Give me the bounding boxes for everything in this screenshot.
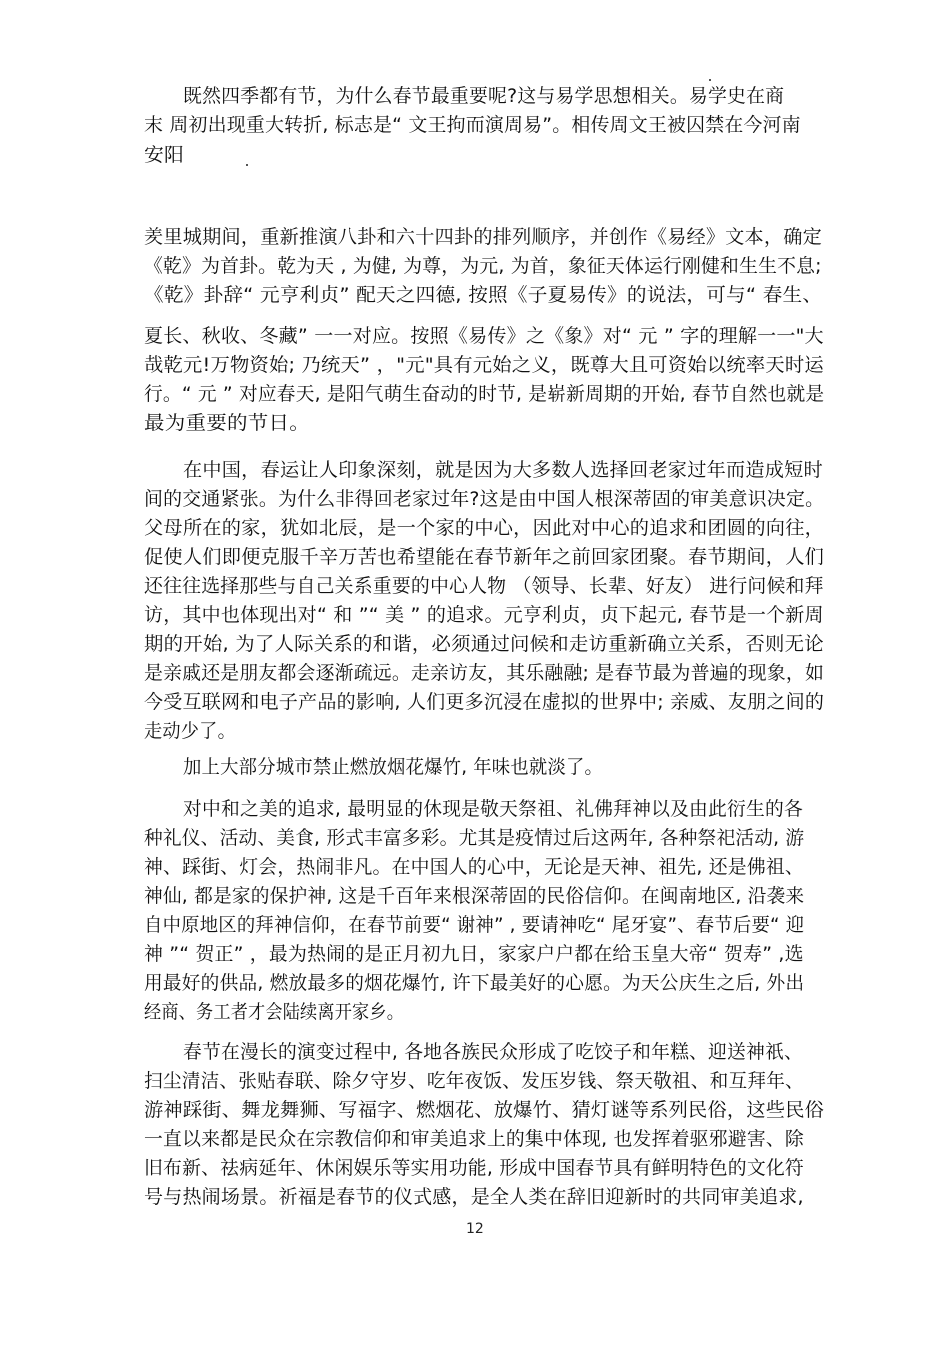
text-line: 还往往选择那些与自己关系重要的中心人物 （领导、长辈、好友） 进行问候和拜 <box>144 575 824 597</box>
text-line: 促使人们即便克服千辛万苦也希望能在春节新年之前回家团聚。春节期间，人们 <box>144 546 825 568</box>
text-line: 《乾》卦辞“ 元亨利贞” 配天之四德, 按照《子夏易传》的说法，可与“ 春生、 <box>144 284 823 306</box>
text-line: 羑里城期间，重新推演八卦和六十四卦的排列顺序，并创作《易经》文本，确定 <box>144 226 823 248</box>
text-line: 访，其中也体现出对“ 和 ”“ 美 ” 的追求。元亨利贞，贞下起元, 春节是一个新周 <box>144 604 824 626</box>
text-line: 神、踩街、灯会，热闹非凡。在中国人的心中，无论是天神、祖先, 还是佛祖、 <box>144 856 804 878</box>
text-line: 一直以来都是民众在宗教信仰和审美追求上的集中体现, 也发挥着驱邪避害、除 <box>144 1128 804 1150</box>
text-line: 间的交通紧张。为什么非得回老家过年?这是由中国人根深蒂固的审美意识决定。 <box>144 488 825 510</box>
text-line: 末 周初出现重大转折, 标志是“ 文王拘而演周易”。相传周文王被囚禁在今河南 <box>144 114 801 136</box>
text-line: 对中和之美的追求, 最明显的休现是敬天祭祖、礼佛拜神以及由此衍生的各 <box>183 798 803 820</box>
text-line: 走动少了。 <box>144 720 236 742</box>
text-line: 在中国，春运让人印象深刻，就是因为大多数人选择回老家过年而造成短时 <box>183 459 823 481</box>
text-line: 用最好的供品, 燃放最多的烟花爆竹, 许下最美好的心愿。为天公庆生之后, 外出 <box>144 972 805 994</box>
text-line: 期的开始, 为了人际关系的和谐，必须通过问候和走访重新确立关系，否则无论 <box>144 633 824 655</box>
text-line: 哉乾元!万物资始; 乃统天” ，"元"具有元始之义，既尊大且可资始以统率天时运 <box>144 354 824 376</box>
text-line: 安阳 <box>144 144 184 166</box>
text-line: 行。“ 元 ” 对应春天, 是阳气萌生奋动的时节, 是崭新周期的开始, 春节自然也就是 <box>144 383 825 405</box>
text-line: 旧布新、祛病延年、休闲娱乐等实用功能, 形成中国春节具有鲜明特色的文化符 <box>144 1157 804 1179</box>
text-line: 父母所在的家，犹如北辰，是一个家的中心，因此对中心的追求和团圆的向往， <box>144 517 825 539</box>
page-number: 12 <box>466 1221 484 1237</box>
text-line: 加上大部分城市禁止燃放烟花爆竹, 年味也就淡了。 <box>183 756 604 778</box>
scan-speck <box>709 79 711 81</box>
text-line: 是亲戚还是朋友都会逐渐疏远。走亲访友，其乐融融; 是春节最为普遍的现象，如 <box>144 662 825 684</box>
text-line: 扫尘清洁、张贴春联、除夕守岁、吃年夜饭、发压岁钱、祭天敬祖、和互拜年、 <box>144 1070 804 1092</box>
text-line: 夏长、秋收、冬藏” 一一对应。按照《易传》之《象》对“ 元 ” 字的理解一一"大 <box>144 325 824 347</box>
text-line: 游神踩街、舞龙舞狮、写福字、燃烟花、放爆竹、猜灯谜等系列民俗，这些民俗 <box>144 1099 825 1121</box>
text-line: 号与热闹场景。祈福是春节的仪式感，是全人类在辞旧迎新时的共同审美追求, <box>144 1186 804 1208</box>
text-line: 最为重要的节日。 <box>144 412 311 434</box>
text-line: 《乾》为首卦。乾为天 , 为健, 为尊，为元, 为首，象征天体运行刚健和生生不息; <box>144 255 822 277</box>
text-line: 既然四季都有节，为什么春节最重要呢?这与易学思想相关。易学史在商 <box>183 85 785 107</box>
text-line: 春节在漫长的演变过程中, 各地各族民众形成了吃饺子和年糕、迎送神祇、 <box>183 1041 803 1063</box>
text-line: 自中原地区的拜神信仰，在春节前要“ 谢神” , 要请神吃“ 尾牙宴”、春节后要“ 迎 <box>144 914 805 936</box>
text-line: 神 ”“ 贺正” ，最为热闹的是正月初九日，家家户户都在给玉皇大帝“ 贺寿” ,选 <box>144 943 804 965</box>
text-line: 经商、务工者才会陆续离开家乡。 <box>144 1001 405 1023</box>
text-line: 今受互联网和电子产品的影响, 人们更多沉浸在虚拟的世界中; 亲威、友朋之间的 <box>144 691 825 713</box>
scan-speck <box>246 164 248 166</box>
text-line: 种礼仪、活动、美食, 形式丰富多彩。尤其是疫情过后这两年, 各种祭祀活动, 游 <box>144 827 805 849</box>
text-line: 神仙, 都是家的保护神, 这是千百年来根深蒂固的民俗信仰。在闽南地区, 沿袭来 <box>144 885 805 907</box>
